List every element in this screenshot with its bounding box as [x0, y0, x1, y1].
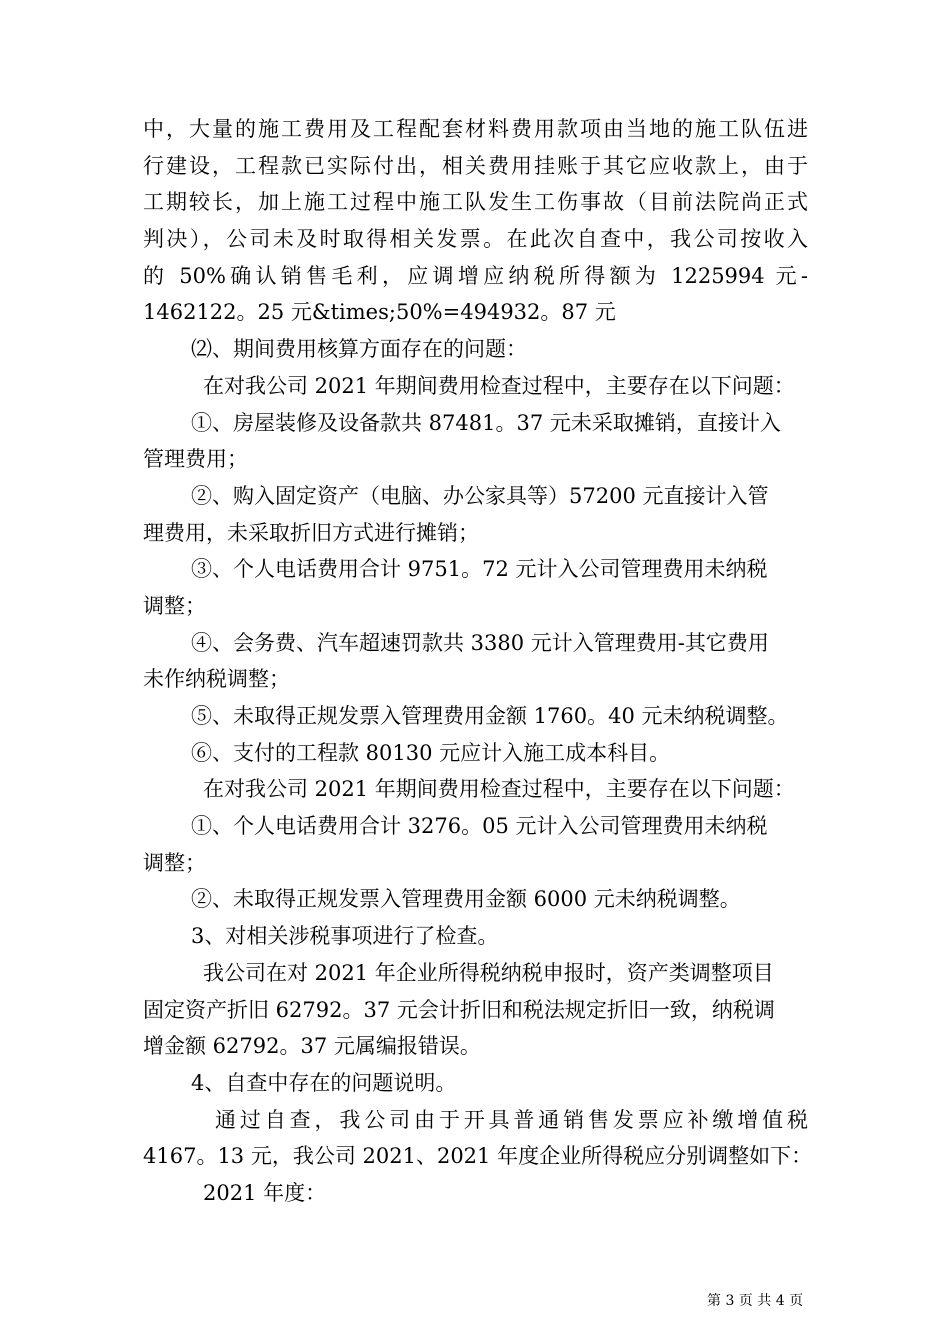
text-line: 调整；: [143, 850, 206, 875]
text-line: 4167。13 元，我公司 2021、2021 年度企业所得税应分别调整如下：: [143, 1144, 813, 1169]
text-line: 增金额 62792。37 元属编报错误。: [143, 1034, 481, 1059]
text-line: 在对我公司 2021 年期间费用检查过程中，主要存在以下问题：: [203, 777, 795, 802]
text-line: 通过自查，我公司由于开具普通销售发票应补缴增值税: [215, 1107, 808, 1132]
list-item: ②、购入固定资产（电脑、办公家具等）57200 元直接计入管: [191, 483, 769, 508]
text-line: 行建设，工程款已实际付出，相关费用挂账于其它应收款上，由于: [143, 153, 808, 178]
text-line: 的 50%确认销售毛利，应调增应纳税所得额为 1225994 元-: [143, 263, 808, 288]
list-item: ①、房屋装修及设备款共 87481。37 元未采取摊销，直接计入: [191, 410, 781, 435]
section-heading: 4、自查中存在的问题说明。: [191, 1070, 457, 1095]
page-number: 第 3 页 共 4 页: [707, 1293, 804, 1309]
text-line: 我公司在对 2021 年企业所得税纳税申报时，资产类调整项目: [203, 960, 774, 985]
list-item: ⑥、支付的工程款 80130 元应计入施工成本科目。: [191, 740, 671, 765]
text-line: 1462122。25 元&times;50%=494932。87 元: [143, 300, 616, 325]
text-line: 工期较长，加上施工过程中施工队发生工伤事故（目前法院尚正式: [143, 190, 808, 215]
text-line: 管理费用；: [143, 447, 248, 472]
text-line: 固定资产折旧 62792。37 元会计折旧和税法规定折旧一致，纳税调: [143, 997, 775, 1022]
list-item: ③、个人电话费用合计 9751。72 元计入公司管理费用未纳税: [191, 557, 768, 582]
text-line: 判决），公司未及时取得相关发票。在此次自查中，我公司按收入: [143, 227, 808, 252]
text-line: 中，大量的施工费用及工程配套材料费用款项由当地的施工队伍进: [143, 117, 808, 141]
list-item: ①、个人电话费用合计 3276。05 元计入公司管理费用未纳税: [191, 814, 768, 839]
list-item: ⑤、未取得正规发票入管理费用金额 1760。40 元未纳税调整。: [191, 704, 789, 728]
text-line: 理费用，未采取折旧方式进行摊销；: [143, 520, 479, 545]
section-heading: ⑵、期间费用核算方面存在的问题：: [191, 337, 527, 362]
text-line: 未作纳税调整；: [143, 667, 290, 692]
text-line: 调整；: [143, 593, 206, 618]
text-line: 在对我公司 2021 年期间费用检查过程中，主要存在以下问题：: [203, 373, 795, 398]
section-heading: 3、对相关涉税事项进行了检查。: [191, 924, 499, 949]
list-item: ④、会务费、汽车超速罚款共 3380 元计入管理费用-其它费用: [191, 630, 769, 655]
text-line: 2021 年度：: [203, 1180, 327, 1205]
document-body: [143, 111, 813, 1212]
list-item: ②、未取得正规发票入管理费用金额 6000 元未纳税调整。: [191, 887, 741, 912]
